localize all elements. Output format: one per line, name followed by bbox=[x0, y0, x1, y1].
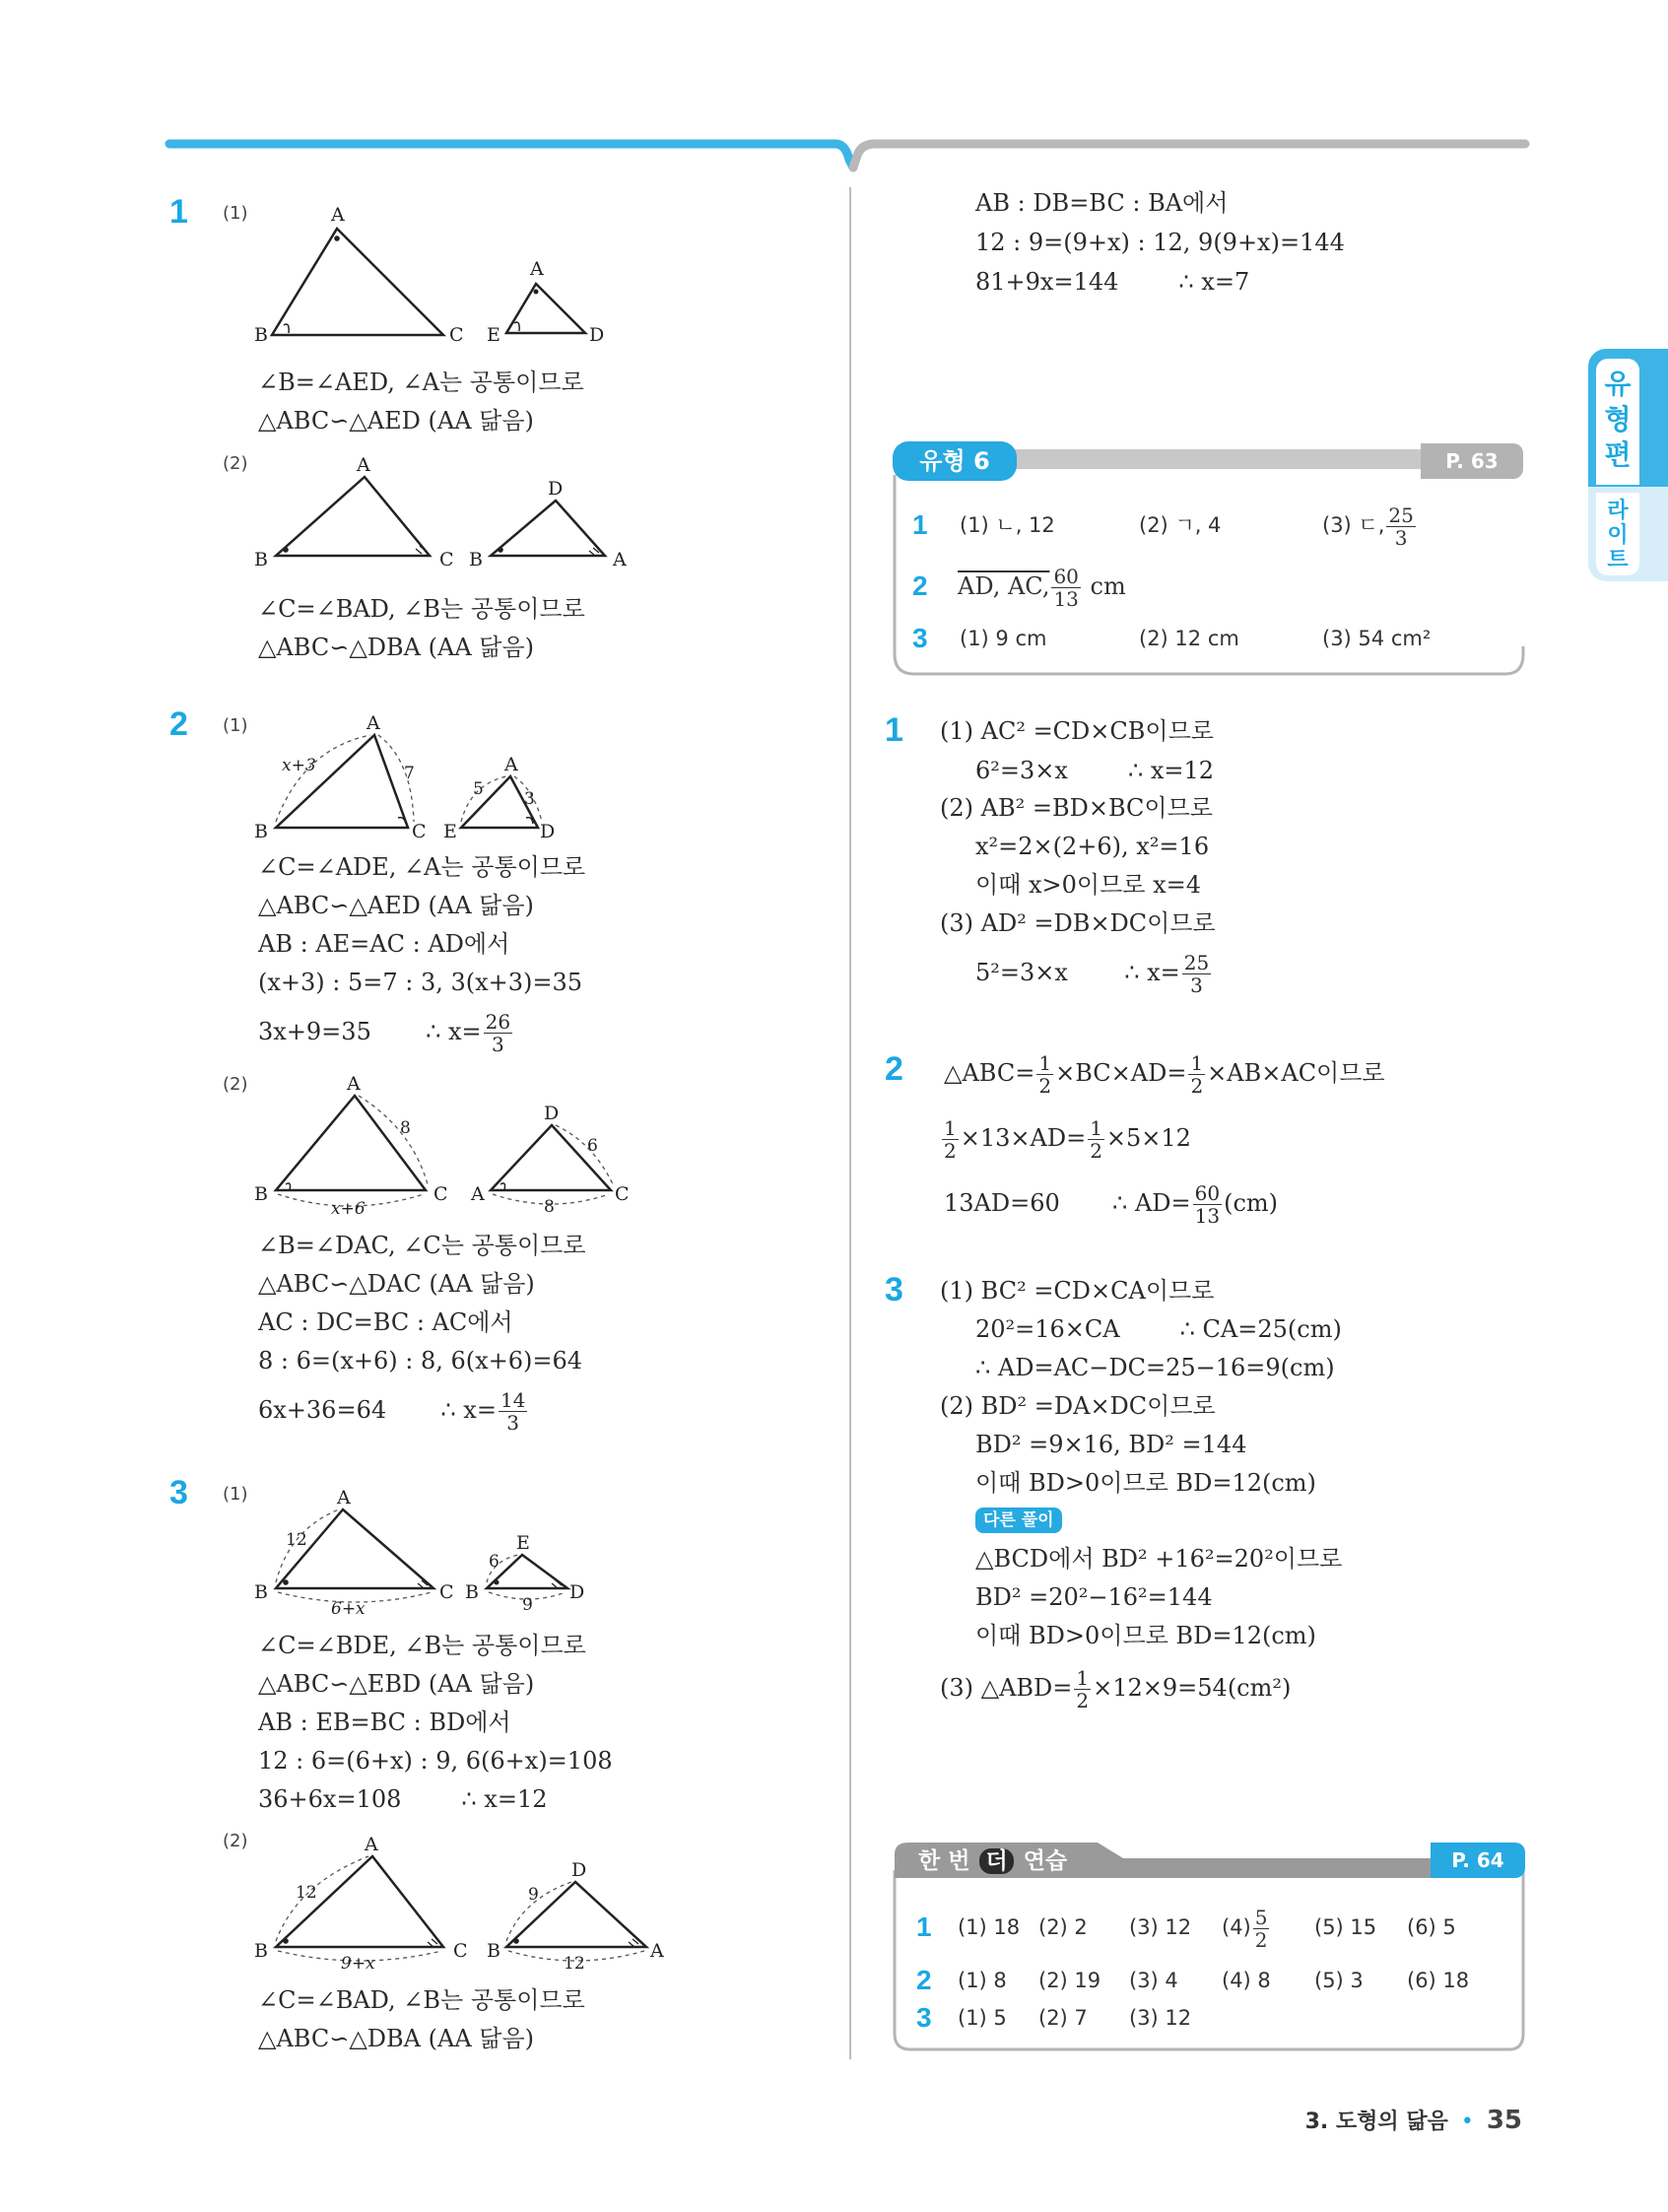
answer: (3) 4 bbox=[1129, 1969, 1178, 1992]
vertex-A: A bbox=[471, 1183, 485, 1205]
answer: (3) 54 cm² bbox=[1322, 627, 1432, 650]
answer: (5) 3 bbox=[1314, 1969, 1364, 1992]
solution-line-frac bbox=[940, 1113, 1191, 1163]
solution-line: 12 : 6=(6+x) : 9, 6(6+x)=108 bbox=[258, 1747, 613, 1775]
side-label: 6 bbox=[587, 1136, 598, 1156]
solution-line: ∠C=∠ADE, ∠A는 공통이므로 bbox=[258, 853, 586, 881]
numerator: 60 bbox=[1053, 565, 1079, 588]
more-practice-box bbox=[891, 1841, 1527, 2053]
expr: ∴ x= bbox=[440, 1396, 497, 1424]
side-label: 12 bbox=[564, 1954, 585, 1974]
numerator: 5 bbox=[1254, 1905, 1268, 1929]
solution-line: ∠C=∠BAD, ∠B는 공통이므로 bbox=[258, 1986, 585, 2014]
denominator: 13 bbox=[1194, 1204, 1221, 1228]
solution-line: x²=2×(2+6), x²=16 bbox=[975, 833, 1210, 860]
type6-row-1 bbox=[912, 503, 1414, 550]
solution-line: (1) BC² =CD×CA이므로 bbox=[940, 1277, 1215, 1305]
answer: (2) 12 cm bbox=[1139, 627, 1239, 650]
type6-title: 유형 6 bbox=[893, 441, 1017, 481]
numerator: 1 bbox=[1038, 1051, 1052, 1075]
side-label: 9+x bbox=[341, 1954, 375, 1974]
vertex-B: B bbox=[254, 549, 268, 570]
vertex-B: B bbox=[254, 821, 268, 841]
answer: (4) 8 bbox=[1222, 1969, 1271, 1992]
answer-frac bbox=[958, 562, 1126, 611]
numerator: 1 bbox=[944, 1116, 957, 1140]
vertex-C: C bbox=[453, 1940, 468, 1962]
side-label: 5 bbox=[473, 779, 484, 799]
problem-number-3: 3 bbox=[169, 1474, 188, 1511]
vertex-A: A bbox=[613, 549, 627, 570]
numerator: 1 bbox=[1076, 1666, 1090, 1690]
denominator: 3 bbox=[492, 1033, 504, 1056]
answer: (5) 15 bbox=[1314, 1915, 1377, 1939]
more-row-3 bbox=[916, 1998, 1192, 2038]
solution-line: △ABC∽△DAC (AA 닮음) bbox=[258, 1270, 535, 1298]
vertex-E: E bbox=[516, 1532, 530, 1554]
denominator: 2 bbox=[944, 1139, 957, 1163]
solution-line: ∠B=∠AED, ∠A는 공통이므로 bbox=[258, 369, 584, 396]
expr: 6x+36=64 bbox=[258, 1396, 387, 1424]
answer-frac bbox=[1322, 503, 1418, 549]
expr: ×5×12 bbox=[1105, 1124, 1191, 1152]
fraction bbox=[1036, 1052, 1053, 1097]
side-label: 6+x bbox=[331, 1599, 366, 1618]
denominator: 2 bbox=[1038, 1074, 1052, 1098]
vertex-C: C bbox=[434, 1183, 448, 1205]
expr: ×AB×AC이므로 bbox=[1207, 1059, 1385, 1087]
more-row-1 bbox=[916, 1900, 1456, 1955]
alt-solution-badge: 다른 풀이 bbox=[975, 1508, 1062, 1533]
fraction bbox=[1051, 566, 1080, 610]
solution-line: ∠B=∠DAC, ∠C는 공통이므로 bbox=[258, 1232, 586, 1259]
vertex-C: C bbox=[449, 324, 464, 346]
fraction bbox=[1253, 1907, 1270, 1951]
expr: 3x+9=35 bbox=[258, 1018, 371, 1045]
answer: (1) ㄴ, 12 bbox=[960, 513, 1055, 537]
vertex-C: C bbox=[439, 549, 454, 570]
fraction bbox=[1386, 504, 1415, 549]
vertex-A: A bbox=[365, 1834, 378, 1855]
side-label: 7 bbox=[404, 764, 415, 783]
answer: (1) 8 bbox=[958, 1969, 1007, 1992]
expr: (3) △ABD= bbox=[940, 1674, 1073, 1702]
solution-line-frac bbox=[944, 1178, 1278, 1228]
expr: ×12×9=54(cm²) bbox=[1093, 1674, 1292, 1702]
solution-line: 12 : 9=(9+x) : 12, 9(9+x)=144 bbox=[975, 229, 1345, 256]
solution-line: (3) AD² =DB×DC이므로 bbox=[940, 909, 1216, 937]
expr: ∴ x= bbox=[1124, 959, 1180, 986]
answer: (6) 18 bbox=[1407, 1969, 1470, 1992]
fraction bbox=[499, 1389, 527, 1434]
vertex-C: C bbox=[615, 1183, 630, 1205]
figure-1-2 bbox=[246, 453, 640, 581]
solution-line: ∠C=∠BDE, ∠B는 공통이므로 bbox=[258, 1632, 586, 1659]
problem-number-1: 1 bbox=[885, 711, 903, 749]
vertex-A: A bbox=[504, 754, 518, 775]
solution-line-frac bbox=[258, 1007, 514, 1056]
vertex-D: D bbox=[548, 478, 564, 500]
fraction bbox=[942, 1117, 959, 1162]
side-label: 12 bbox=[286, 1530, 307, 1550]
solution-line: 이때 BD>0이므로 BD=12(cm) bbox=[975, 1469, 1316, 1497]
denominator: 2 bbox=[1076, 1689, 1090, 1712]
solution-line: △ABC∽△DBA (AA 닮음) bbox=[258, 634, 535, 661]
row-number: 1 bbox=[912, 509, 928, 540]
more-practice-page-ref: P. 64 bbox=[1431, 1843, 1525, 1878]
solution-line: AB : EB=BC : BD에서 bbox=[258, 1709, 511, 1736]
title-part: 한 번 bbox=[918, 1848, 970, 1874]
side-tab-level-label: 라이트 bbox=[1607, 499, 1629, 572]
side-label: x+3 bbox=[282, 756, 316, 775]
vertex-A: A bbox=[337, 1487, 351, 1508]
subpart-label: (1) bbox=[223, 1484, 248, 1505]
header-bars bbox=[0, 0, 1668, 177]
denominator: 2 bbox=[1190, 1074, 1204, 1098]
side-label: 9 bbox=[528, 1885, 539, 1905]
answer: (3) ㄷ, bbox=[1322, 513, 1385, 537]
page-number: 35 bbox=[1486, 2106, 1522, 2135]
vertex-B: B bbox=[254, 1183, 268, 1205]
vertex-A: A bbox=[347, 1074, 361, 1095]
vertex-B: B bbox=[254, 1581, 268, 1603]
answer: (2) ㄱ, 4 bbox=[1139, 513, 1222, 537]
solution-line: △BCD에서 BD² +16²=20²이므로 bbox=[975, 1545, 1343, 1573]
solution-line: AB : AE=AC : AD에서 bbox=[258, 930, 510, 958]
solution-line: BD² =9×16, BD² =144 bbox=[975, 1431, 1247, 1458]
answer: (2) 19 bbox=[1038, 1969, 1101, 1992]
solution-line: 이때 BD>0이므로 BD=12(cm) bbox=[975, 1622, 1316, 1649]
row-number: 3 bbox=[916, 2002, 932, 2033]
problem-number-2: 2 bbox=[169, 705, 188, 743]
page-footer bbox=[1305, 2101, 1522, 2140]
vertex-B: B bbox=[487, 1940, 500, 1962]
row-number: 1 bbox=[916, 1911, 932, 1942]
numerator: 60 bbox=[1194, 1181, 1221, 1205]
denominator: 2 bbox=[1254, 1927, 1268, 1952]
figure-2-2 bbox=[246, 1074, 640, 1222]
side-label: 6 bbox=[489, 1552, 500, 1572]
solution-line: (1) AC² =CD×CB이므로 bbox=[940, 717, 1214, 745]
denominator: 2 bbox=[1090, 1139, 1102, 1163]
solution-line-frac bbox=[944, 1048, 1385, 1098]
expr: 13AD=60 bbox=[944, 1189, 1060, 1217]
type6-box bbox=[893, 441, 1525, 678]
fraction bbox=[484, 1011, 512, 1055]
title-highlight: 더 bbox=[979, 1848, 1013, 1874]
answer: (4) bbox=[1222, 1915, 1251, 1939]
column-divider bbox=[849, 187, 851, 2059]
denominator: 3 bbox=[506, 1411, 520, 1435]
row-number: 2 bbox=[916, 1965, 932, 1995]
solution-line: ∴ AD=AC−DC=25−16=9(cm) bbox=[975, 1354, 1335, 1381]
solution-line: 6²=3×x ∴ x=12 bbox=[975, 757, 1215, 784]
vertex-D: D bbox=[540, 821, 556, 841]
vertex-A: A bbox=[650, 1940, 664, 1962]
vertex-C: C bbox=[412, 821, 427, 841]
expr: ×BC×AD= bbox=[1055, 1059, 1187, 1087]
expr: ×13×AD= bbox=[960, 1124, 1087, 1152]
side-label: 3 bbox=[524, 789, 535, 809]
subpart-label: (2) bbox=[223, 453, 248, 474]
row-number: 2 bbox=[912, 570, 928, 601]
expr: ∴ AD= bbox=[1112, 1189, 1191, 1217]
answer: (1) 9 cm bbox=[960, 627, 1047, 650]
numerator: 26 bbox=[485, 1010, 511, 1034]
denominator: 3 bbox=[1190, 973, 1203, 997]
vertex-B: B bbox=[465, 1581, 479, 1603]
solution-line: 이때 x>0이므로 x=4 bbox=[975, 871, 1202, 899]
fraction bbox=[1193, 1182, 1222, 1227]
numerator: 1 bbox=[1090, 1116, 1102, 1140]
fraction bbox=[1182, 952, 1211, 996]
bullet-icon: • bbox=[1460, 2110, 1474, 2134]
vertex-A: A bbox=[357, 454, 370, 476]
denominator: 3 bbox=[1394, 525, 1408, 550]
vertex-D: D bbox=[544, 1103, 560, 1124]
solution-line: (x+3) : 5=7 : 3, 3(x+3)=35 bbox=[258, 969, 583, 996]
subpart-label: (1) bbox=[223, 203, 248, 224]
expr: 5²=3×x bbox=[975, 959, 1068, 986]
solution-line: (2) BD² =DA×DC이므로 bbox=[940, 1392, 1216, 1420]
answer: AD, AC, bbox=[958, 572, 1050, 600]
numerator: 25 bbox=[1183, 951, 1210, 974]
solution-line: ∠C=∠BAD, ∠B는 공통이므로 bbox=[258, 595, 585, 623]
solution-line: △ABC∽△DBA (AA 닮음) bbox=[258, 2025, 535, 2052]
more-row-2 bbox=[916, 1961, 1470, 2000]
solution-line: AB : DB=BC : BA에서 bbox=[975, 189, 1229, 217]
denominator: 13 bbox=[1053, 587, 1079, 611]
vertex-D: D bbox=[589, 324, 605, 346]
problem-number-3: 3 bbox=[885, 1271, 903, 1308]
figure-3-1 bbox=[246, 1480, 601, 1618]
solution-line: BD² =20²−16²=144 bbox=[975, 1583, 1213, 1611]
answer: (1) 5 bbox=[958, 2006, 1007, 2030]
unit: cm bbox=[1090, 572, 1126, 600]
expr: △ABC= bbox=[944, 1059, 1035, 1087]
solution-line-frac bbox=[258, 1385, 529, 1435]
fraction bbox=[1188, 1052, 1205, 1097]
subpart-label: (2) bbox=[223, 1074, 248, 1095]
vertex-B: B bbox=[469, 549, 483, 570]
side-label: 12 bbox=[296, 1883, 317, 1903]
expr: (cm) bbox=[1224, 1189, 1279, 1217]
figure-3-2 bbox=[246, 1831, 670, 1978]
chapter-title: 3. 도형의 닮음 bbox=[1304, 2110, 1448, 2134]
solution-line: 20²=16×CA ∴ CA=25(cm) bbox=[975, 1315, 1342, 1343]
type6-row-3 bbox=[912, 619, 1432, 658]
type6-page-ref: P. 63 bbox=[1421, 443, 1523, 479]
solution-line: AC : DC=BC : AC에서 bbox=[258, 1308, 513, 1336]
type6-row-2 bbox=[912, 562, 1126, 611]
figure-1-1 bbox=[246, 197, 621, 355]
solution-line: △ABC∽△EBD (AA 닮음) bbox=[258, 1670, 535, 1698]
fraction bbox=[1074, 1667, 1091, 1711]
numerator: 14 bbox=[500, 1388, 526, 1412]
side-tab-section-label: 유형편 bbox=[1604, 368, 1632, 471]
answer: (2) 2 bbox=[1038, 1915, 1088, 1939]
solution-line: (2) AB² =BD×BC이므로 bbox=[940, 794, 1213, 822]
solution-line: 81+9x=144 ∴ x=7 bbox=[975, 268, 1250, 296]
answer: (3) 12 bbox=[1129, 2006, 1192, 2030]
side-label: x+6 bbox=[331, 1199, 366, 1219]
solution-line: 36+6x=108 ∴ x=12 bbox=[258, 1785, 548, 1813]
solution-line: △ABC∽△AED (AA 닮음) bbox=[258, 407, 534, 435]
vertex-B: B bbox=[254, 324, 268, 346]
vertex-D: D bbox=[571, 1859, 587, 1881]
row-number: 3 bbox=[912, 623, 928, 653]
answer: (3) 12 bbox=[1129, 1915, 1192, 1939]
vertex-A: A bbox=[331, 204, 345, 226]
vertex-B: B bbox=[254, 1940, 268, 1962]
vertex-E: E bbox=[443, 821, 457, 841]
more-practice-title bbox=[918, 1844, 1067, 1878]
vertex-A: A bbox=[367, 713, 380, 734]
vertex-E: E bbox=[487, 324, 500, 346]
side-label: 8 bbox=[400, 1118, 411, 1138]
answer: (1) 18 bbox=[958, 1915, 1021, 1939]
problem-number-1: 1 bbox=[169, 193, 188, 231]
vertex-D: D bbox=[569, 1581, 585, 1603]
title-part: 연습 bbox=[1023, 1848, 1068, 1874]
problem-number-2: 2 bbox=[885, 1050, 903, 1088]
vertex-C: C bbox=[439, 1581, 454, 1603]
side-tab bbox=[1588, 349, 1668, 581]
solution-line: △ABC∽△AED (AA 닮음) bbox=[258, 892, 534, 919]
numerator: 1 bbox=[1190, 1051, 1204, 1075]
answer: (2) 7 bbox=[1038, 2006, 1088, 2030]
side-label: 9 bbox=[522, 1595, 533, 1615]
subpart-label: (1) bbox=[223, 715, 248, 736]
fraction bbox=[1088, 1117, 1104, 1162]
answer-frac bbox=[1222, 1900, 1271, 1955]
solution-line-frac bbox=[975, 948, 1213, 997]
answer: (6) 5 bbox=[1407, 1915, 1456, 1939]
solution-line-frac bbox=[940, 1663, 1291, 1712]
solution-line: 8 : 6=(x+6) : 8, 6(x+6)=64 bbox=[258, 1347, 583, 1374]
subpart-label: (2) bbox=[223, 1831, 248, 1851]
side-label: 8 bbox=[544, 1197, 555, 1217]
figure-2-1 bbox=[246, 713, 571, 841]
expr: ∴ x= bbox=[426, 1018, 482, 1045]
vertex-A: A bbox=[530, 258, 544, 280]
numerator: 25 bbox=[1388, 503, 1414, 527]
